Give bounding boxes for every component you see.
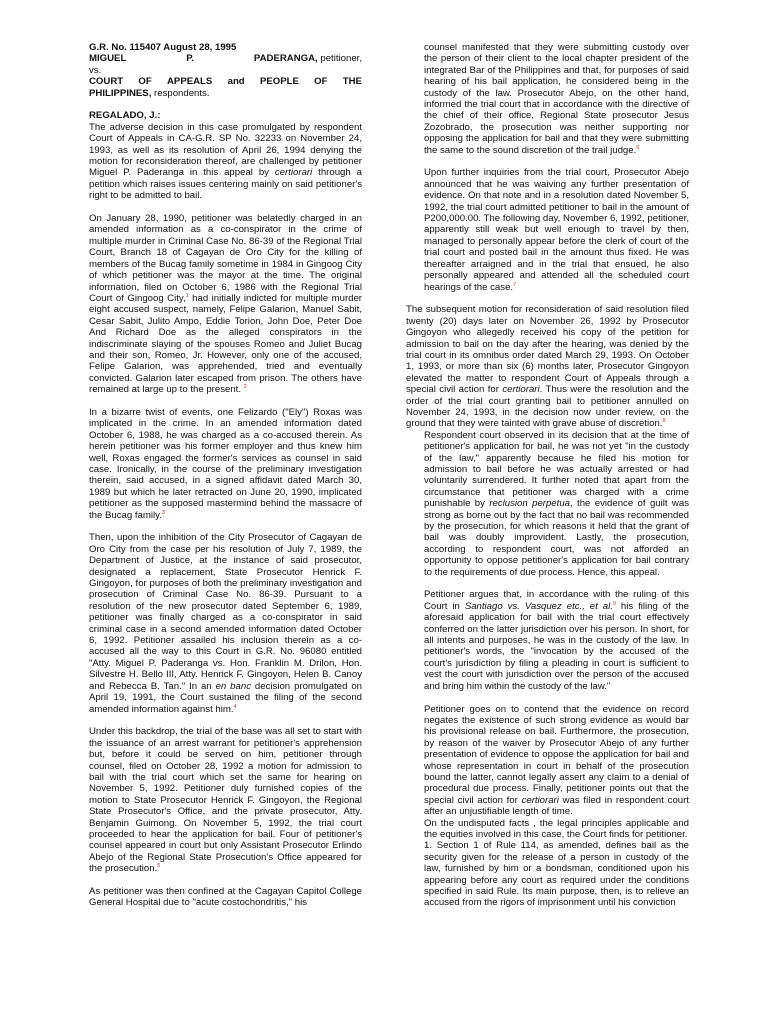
respondent-word: THE bbox=[342, 76, 362, 88]
footnote-ref[interactable]: 8 bbox=[662, 418, 666, 425]
ponente: REGALADO, J.: bbox=[89, 110, 161, 122]
respondent-word: APPEALS bbox=[167, 76, 213, 88]
footnote-ref[interactable]: 7 bbox=[513, 281, 517, 288]
paragraph: On January 28, 1990, petitioner was belatedly charged in an amended information as a co-conspirator in the crime of multiple murder in Criminal Case No. 86-39 of the Regional Trial Court, Branch 18 of Cagayan de Oro City for the killing of members of the Bucag family sometime in 1984 in Gingoog City of which petitioner was the mayor at the time. The original information, filed on October 6, 1986 with the Regional Trial Court of Gingoog City,$^1$ had initially indicted for multiple murder eight accused suspect, namely, Felipe Galarion, Manuel Sabit, Cesar Sabit, Julito Ampo, Eddie Torion, John Doe, Peter Doe And Richard Doe as the alleged conspirators in the indiscriminate slaying of the spouses Romeo and Juliet Bucag and their son, Romeo, Jr. However, only one of the accused, Felipe Galarion, was apprehended, tried and eventually convicted. Galarion later escaped from prison. The others have remained at large up to the present. $^2$ bbox=[89, 213, 362, 396]
petitioner-role: petitioner, bbox=[317, 53, 362, 65]
footnote-ref[interactable]: 3 bbox=[161, 509, 165, 516]
paragraph: On the undisputed facts , the legal principles applicable and the equities involved in this case, the Court finds for petitioner. bbox=[424, 817, 689, 840]
case-number: G.R. No. 115407 August 28, 1995 bbox=[89, 42, 237, 53]
footnote-ref[interactable]: 2 bbox=[243, 383, 247, 390]
paragraph: Respondent court observed in its decision that at the time of petitioner's application for bail, he was not yet "in the custody of the law," apparently because he filed his motion for admission to bail before he was actually arrested or had voluntarily surrendered. It further noted that apart from the circumstance that petitioner was charged with a crime punishable by reclusion perpetua, the evidence of guilt was strong as borne out by the fact that no bail was recommended by the prosecution, for which reasons it held that the grant of bail was doubly improvident. Lastly, the prosecution, according to respondent court, was not afforded an opportunity to oppose petitioner's application for bail contrary to the requirements of due process. Hence, this appeal. bbox=[424, 429, 689, 578]
right-column bbox=[406, 42, 689, 920]
respondent-word: and bbox=[227, 76, 245, 88]
paragraph: Then, upon the inhibition of the City Prosecutor of Cagayan de Oro City from the case per his resolution of July 7, 1989, the Department of Justice, at the instance of said prosecutor, designated a replacement, State Prosecutor Henrick F. Gingoyon, for purposes of both the preliminary investigation and prosecution of Criminal Case No. 86-39. Pursuant to a resolution of the new prosecutor dated September 6, 1989, petitioner was finally charged as a co-conspirator in said criminal case in a second amended information dated October 6, 1992. Petitioner assailed his inclusion therein as a co-accused all the way to this Court in G.R. No. 96080 entitled "Atty. Miguel P. Paderanga vs. Hon. Franklin M. Drilon, Hon. Silvestre H. Bello III, Atty. Henrick F. Gingoyon, Helen B. Canoy and Rebecca B. Tan." In an en banc decision promulgated on April 19, 1991, the Court sustained the filing of the second amended information against him.$^4$ bbox=[89, 532, 363, 715]
footnote-ref[interactable]: 4 bbox=[233, 703, 237, 710]
respondent-word: COURT bbox=[89, 76, 124, 88]
paragraph: Petitioner argues that, in accordance with the ruling of this Court in Santiago vs. Vasquez etc., et al.$^9$ his filing of the aforesaid application for bail with the trial court effectively conferred on the latter jurisdiction over his person. In short, for all intents and purposes, he was in the custody of the law. In petitioner's words, the "invocation by the accused of the court's jurisdiction by filing a pleading in court is sufficient to vest the court with jurisdiction over the person of the accused and bring him within the custody of the law." bbox=[424, 589, 690, 692]
paragraph: Under this backdrop, the trial of the base was all set to start with the issuance of an arrest warrant for petitioner's apprehension but, before it could be served on him, petitioner through counsel, filed on October 28, 1992 a motion for admission to bail with the trial court which set the same for hearing on November 5, 1992. Petitioner duly furnished copies of the motion to State Prosecutor Henrick F. Gingoyon, the Regional State Prosecutor's Office, and the private prosecutor, Atty. Benjamin Guimong. On November 5, 1992, the trial court proceeded to hear the application for bail. Four of petitioner's counsel appeared in court but only Assistant Prosecutor Erlindo Abejo of the Regional State Prosecution's Office appeared for the prosecution.$^5$ bbox=[89, 726, 362, 875]
footnote-ref[interactable]: 6 bbox=[636, 144, 640, 151]
respondent-role: respondents. bbox=[151, 87, 210, 99]
petitioner-surname: PADERANGA, bbox=[253, 53, 318, 65]
respondent-line-2 bbox=[89, 88, 362, 99]
left-column bbox=[89, 42, 362, 920]
respondent-line-1 bbox=[89, 76, 362, 87]
footnote-ref[interactable]: 5 bbox=[157, 862, 161, 869]
paragraph: counsel manifested that they were submitting custody over the person of their client to the local chapter president of the integrated Bar of the Philippines and that, for purposes of said hearing of his bail application, he considered being in the custody of the law. Prosecutor Abejo, on the other hand, informed the trial court that in accordance with the directive of the chief of their office, Regional State prosecutor Jesus Zozobrado, the prosecution was neither supporting nor opposing the application for bail and that they were submitting the same to the sound discretion of the trail judge.$^6$ bbox=[424, 42, 689, 156]
petitioner-line bbox=[89, 53, 362, 64]
paragraph: The subsequent motion for reconsideration of said resolution filed twenty (20) days later on November 26, 1992 by Prosecutor Gingoyon who allegedly received his copy of the petition for admission to bail on the day after the hearing, was denied by the trial court in its omnibus order dated March 29, 1993. On October 1, 1993, or more than six (6) months later, Prosecutor Gingoyon elevated the matter to respondent Court of Appeals through a special civil action for certiorari. Thus were the resolution and the order of the trial court granting bail to petitioner annulled on November 24, 1993, in the decision now under review, on the ground that they were tainted with grave abuse of discretion.$^8$ bbox=[406, 304, 690, 430]
respondent-name: PHILIPPINES, bbox=[89, 87, 152, 99]
footnote-ref[interactable]: 9 bbox=[612, 600, 616, 607]
respondent-word: OF bbox=[138, 76, 152, 88]
versus: vs. bbox=[89, 64, 102, 76]
footnote-ref[interactable]: 1 bbox=[185, 292, 189, 299]
petitioner-first-name: MIGUEL bbox=[89, 53, 127, 65]
paragraph: Petitioner goes on to contend that the evidence on record negates the existence of such strong evidence as would bar his provisional release on bail. Furthermore, the prosecution, by reason of the waiver by Prosecutor Abejo of any further presentation of evidence to oppose the application for bail and whose representation in court in behalf of the prosecution bound the latter, cannot legally assert any claim to a denial of procedural due process. Finally, petitioner points out that the special civil action for certiorari was filed in respondent court after an unjustifiable length of time. bbox=[424, 703, 689, 818]
paragraph: In a bizarre twist of events, one Felizardo ("Ely") Roxas was implicated in the crime. In an amended information dated October 6, 1988, he was charged as a co-accused therein. As herein petitioner was his former employer and thus knew him well, Roxas engaged the former's services as counsel in said case. Ironically, in the course of the preliminary investigation therein, said accused, in a signed affidavit dated March 30, 1989 but which he later retracted on June 20, 1990, implicated petitioner as the supposed mastermind behind the massacre of the Bucag family.$^3$ bbox=[89, 406, 362, 521]
respondent-word: PEOPLE bbox=[259, 76, 299, 88]
respondent-word: OF bbox=[314, 76, 328, 88]
petitioner-middle-initial: P. bbox=[186, 53, 195, 65]
paragraph: As petitioner was then confined at the Cagayan Capitol College General Hospital due to "acute costochondritis," his bbox=[89, 885, 362, 909]
paragraph: The adverse decision in this case promulgated by respondent Court of Appeals in CA-G.R. SP No. 32233 on November 24, 1993, as well as its resolution of April 26, 1994 denying the motion for reconsideration thereof, are challenged by petitioner Miguel P. Paderanga in this appeal by certiorari through a petition which raises issues centering mainly on said petitioner's right to be admitted to bail. bbox=[89, 121, 362, 202]
paragraph: 1. Section 1 of Rule 114, as amended, defines bail as the security given for the release of a person in custody of the law, furnished by him or a bondsman, conditioned upon his appearing before any court as required under the conditions specified in said Rule. Its main purpose, then, is to relieve an accused from the rigors of imprisonment until his conviction bbox=[424, 840, 689, 909]
paragraph: Upon further inquiries from the trial court, Prosecutor Abejo announced that he was waiving any further presentation of evidence. On that note and in a resolution dated November 5, 1992, the trial court admitted petitioner to bail in the amount of P200,000.00. The following day, November 6, 1992, petitioner, apparently still weak but well enough to travel by then, managed to personally appear before the clerk of court of the trial court and posted bail in the amount thus fixed. He was thereafter arraigned and in the trial that ensued, he also personally appeared and attended all the scheduled court hearings of the case.$^7$ bbox=[424, 167, 689, 293]
